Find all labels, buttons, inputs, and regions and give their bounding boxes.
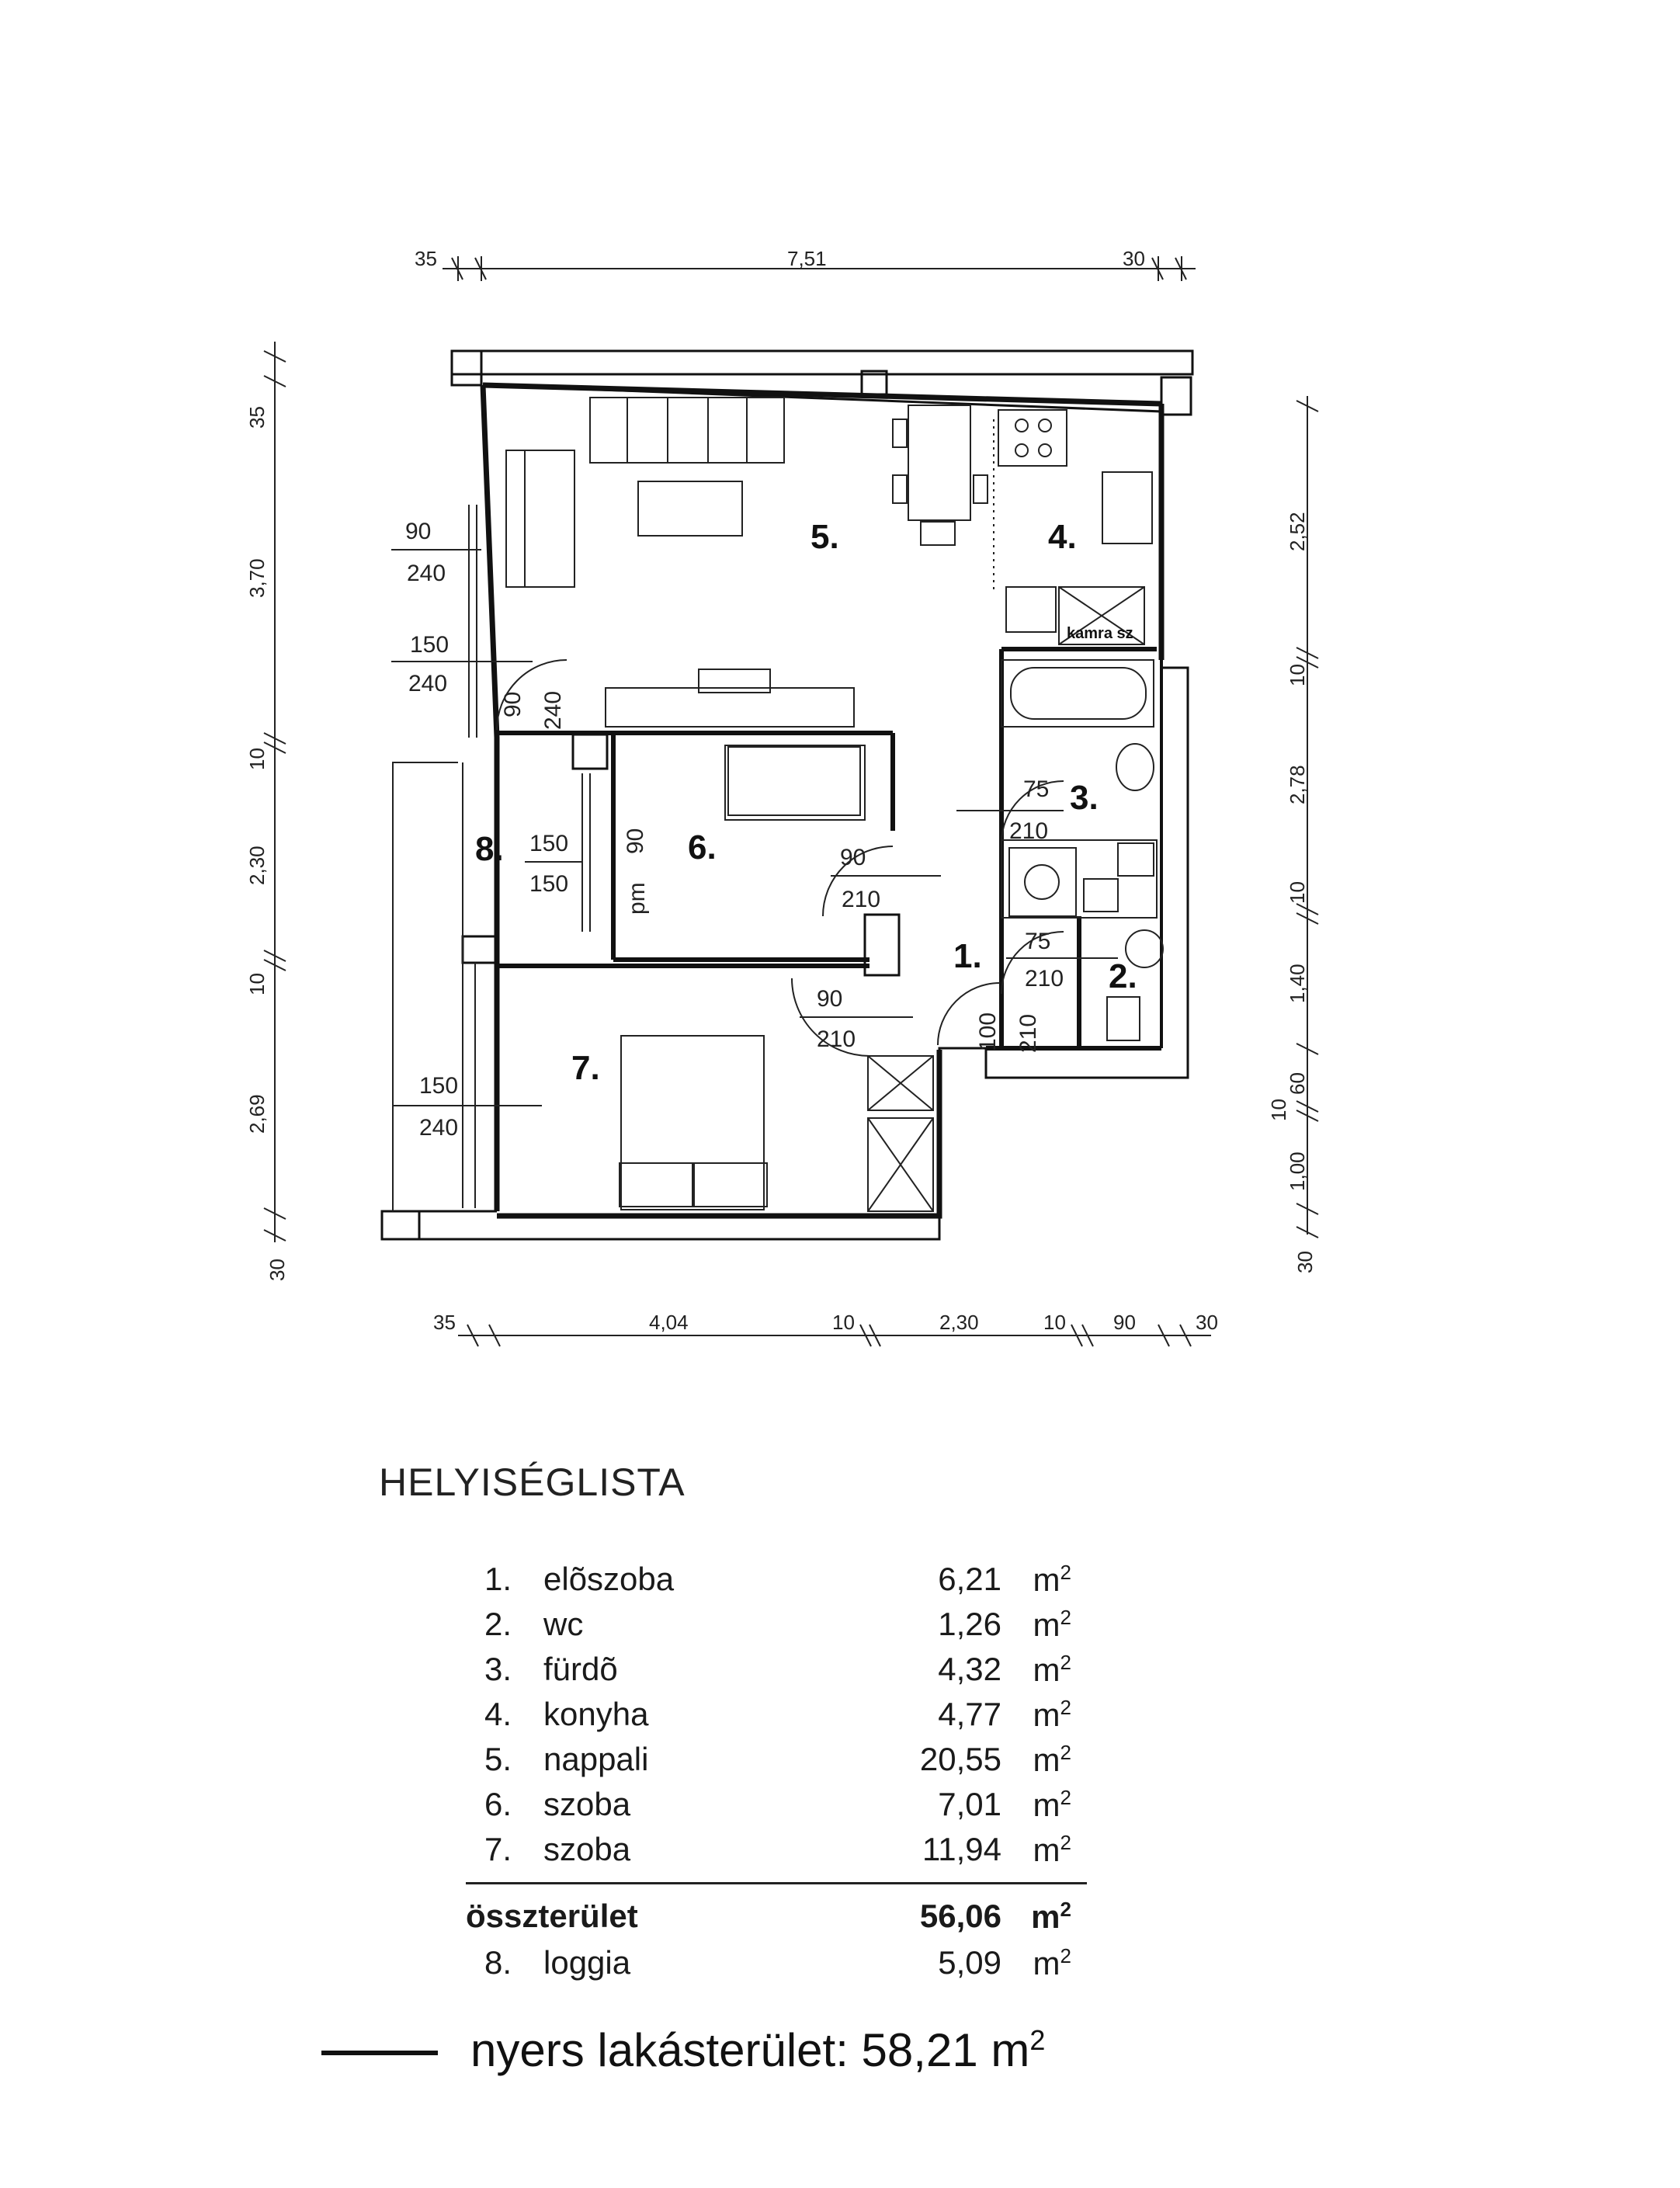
opening-9-width: 90	[817, 986, 843, 1012]
room-label-7: 7.	[571, 1049, 600, 1087]
dim-left-a: 35	[245, 406, 269, 429]
dim-right-d: 10	[1286, 881, 1309, 904]
room-unit: $m^2$	[1033, 1741, 1071, 1778]
dim-right-h: 1,00	[1286, 1151, 1309, 1191]
opening-11-width: 150	[419, 1073, 459, 1099]
room-number: 2.	[484, 1606, 512, 1642]
room-row	[466, 1561, 1087, 1604]
dim-right-e: 1,40	[1286, 964, 1309, 1003]
room-area: 4,32	[938, 1651, 1001, 1687]
opening-1-width: 90	[405, 519, 432, 544]
room-label-2: 2.	[1109, 957, 1137, 995]
opening-7-height: 210	[1009, 818, 1049, 844]
storage-label: kamra sz	[1067, 625, 1133, 642]
room-area: 11,94	[922, 1831, 1001, 1867]
room-number: 5.	[484, 1741, 512, 1777]
room-area: 20,55	[919, 1741, 1001, 1777]
room-unit: $m^2$	[1033, 1651, 1071, 1688]
dim-right-g: 10	[1267, 1099, 1290, 1121]
dim-bottom-d: 2,30	[939, 1311, 979, 1334]
dim-left-c: 10	[245, 748, 269, 770]
room-number: 4.	[484, 1696, 512, 1732]
dim-left-b: 3,70	[245, 558, 269, 598]
room-row	[466, 1786, 1087, 1829]
dim-bottom-g: 30	[1196, 1311, 1218, 1334]
dim-right-a: 2,52	[1286, 512, 1309, 551]
dim-top-right: 30	[1123, 247, 1145, 270]
opening-8-width: 75	[1025, 929, 1051, 954]
room-number: 1.	[484, 1561, 512, 1597]
room-name: wc	[543, 1606, 584, 1642]
legend-text: nyers lakásterület: 58,21 $m^2$	[470, 2024, 1046, 2076]
opening-2-width: 150	[410, 632, 450, 658]
room-unit: $m^2$	[1033, 1561, 1071, 1598]
room-name: loggia	[543, 1944, 631, 1981]
total-row	[466, 1898, 1087, 1941]
opening-11-height: 240	[419, 1115, 459, 1141]
room-unit: $m^2$	[1033, 1786, 1071, 1823]
room-name: szoba	[543, 1831, 631, 1867]
room-area: 4,77	[938, 1696, 1001, 1732]
opening-2-height: 240	[408, 671, 448, 696]
room-number: 7.	[484, 1831, 512, 1867]
dim-left-d: 2,30	[245, 846, 269, 885]
room-row	[466, 1741, 1087, 1784]
room-name: elõszoba	[543, 1561, 675, 1597]
room-label-5: 5.	[810, 518, 839, 556]
opening-6-height: 210	[842, 887, 881, 912]
opening-9-height: 210	[817, 1026, 856, 1052]
dim-right-b: 10	[1286, 664, 1309, 686]
opening-10-width: 100	[975, 1012, 1001, 1051]
room-label-4: 4.	[1048, 518, 1077, 556]
dim-bottom-a: 35	[433, 1311, 456, 1334]
opening-3-height: 240	[540, 690, 566, 730]
total-label: összterület	[466, 1898, 638, 1934]
room-label-3: 3.	[1070, 779, 1099, 817]
room-label-1: 1.	[953, 937, 982, 975]
total-unit: $m^2$	[1031, 1898, 1071, 1935]
room-area: 7,01	[938, 1786, 1001, 1822]
dim-bottom-b: 4,04	[649, 1311, 689, 1334]
legend-line-sample	[321, 2051, 438, 2055]
room-name: szoba	[543, 1786, 631, 1822]
room-label-8: 8.	[475, 830, 504, 868]
opening-6-width: 90	[840, 845, 866, 870]
room-unit: $m^2$	[1033, 1944, 1071, 1981]
room-row	[466, 1606, 1087, 1649]
room-unit: $m^2$	[1033, 1696, 1071, 1733]
room-list-title: HELYISÉGLISTA	[379, 1460, 686, 1504]
room-area: 6,21	[938, 1561, 1001, 1597]
opening-5-width: 90	[623, 828, 648, 854]
room-area: 5,09	[938, 1944, 1001, 1981]
room-row	[466, 1696, 1087, 1739]
opening-8-height: 210	[1025, 966, 1064, 992]
room-row	[466, 1651, 1087, 1694]
room-row	[466, 1831, 1087, 1874]
dim-left-g: 30	[266, 1259, 289, 1281]
room-name: nappali	[543, 1741, 649, 1777]
room-label-6: 6.	[688, 828, 717, 867]
room-number: 8.	[484, 1944, 512, 1981]
opening-4-height: 150	[529, 871, 569, 897]
loggia-row	[466, 1944, 1087, 1988]
dim-right-f: 60	[1286, 1072, 1309, 1095]
opening-3-width: 90	[500, 691, 526, 717]
total-area: 56,06	[919, 1898, 1001, 1934]
dim-left-f: 2,69	[245, 1094, 269, 1134]
dim-right-i: 30	[1293, 1251, 1317, 1273]
dim-left-e: 10	[245, 973, 269, 995]
dim-bottom-f: 90	[1113, 1311, 1136, 1334]
dim-top-middle: 7,51	[787, 247, 827, 270]
dim-right-c: 2,78	[1286, 765, 1309, 804]
opening-1-height: 240	[407, 561, 446, 586]
opening-4-width: 150	[529, 831, 569, 856]
opening-10-height: 210	[1015, 1013, 1041, 1053]
room-area: 1,26	[938, 1606, 1001, 1642]
dim-bottom-c: 10	[832, 1311, 855, 1334]
room-number: 6.	[484, 1786, 512, 1822]
room-name: konyha	[543, 1696, 649, 1732]
room-unit: $m^2$	[1033, 1831, 1071, 1868]
dim-top-left: 35	[415, 247, 437, 270]
room-number: 3.	[484, 1651, 512, 1687]
total-divider	[466, 1882, 1087, 1884]
opening-5-note: pm	[624, 882, 650, 915]
room-name: fürdõ	[543, 1651, 618, 1687]
opening-7-width: 75	[1023, 776, 1050, 802]
dim-bottom-e: 10	[1043, 1311, 1066, 1334]
room-unit: $m^2$	[1033, 1606, 1071, 1643]
